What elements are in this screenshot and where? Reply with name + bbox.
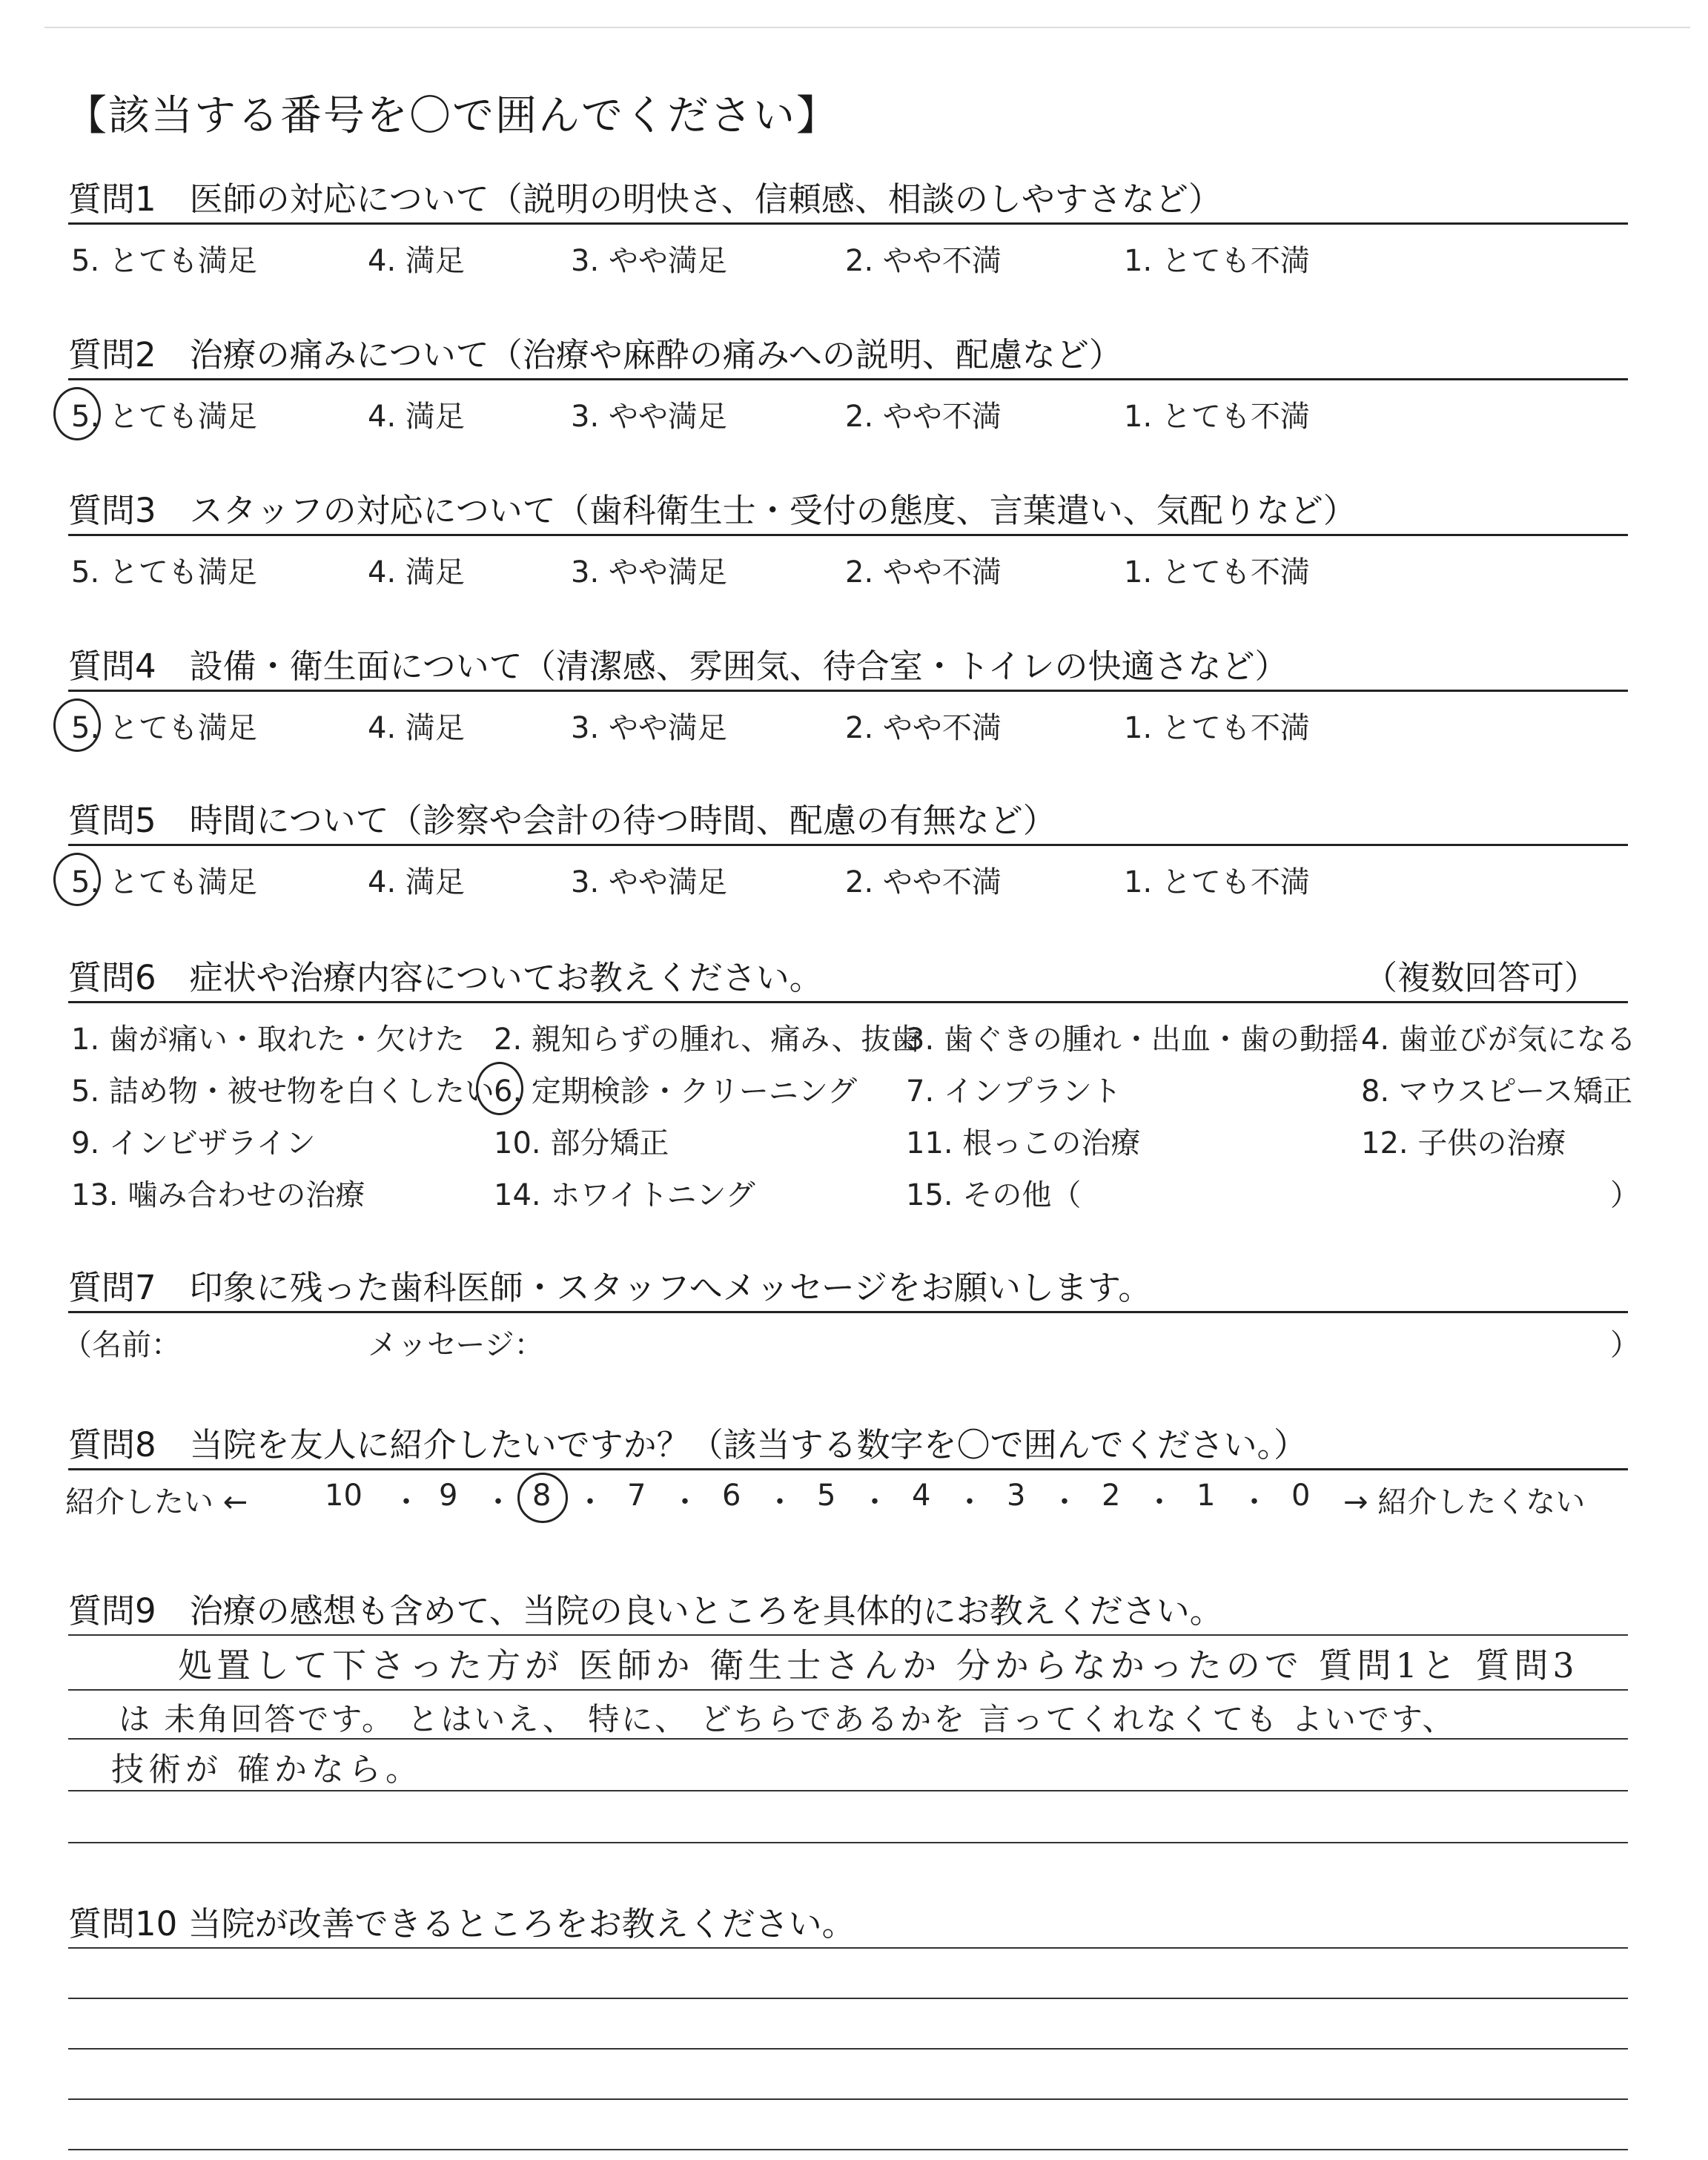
q9-answer-line-3: 技術が 確かなら。 [111,1751,423,1789]
q5-option-5[interactable]: 5. とても満足 [71,865,257,899]
top-edge-line [44,27,1690,28]
q8-right-label: → 紹介したくない [1343,1485,1586,1519]
q5-rule [68,844,1628,846]
q2-option-2[interactable]: 2. やや不満 [845,400,1002,434]
page-heading: 【該当する番号を〇で囲んでください】 [65,92,839,140]
q1-option-5[interactable]: 5. とても満足 [71,244,257,278]
q9-answer-line-1: 処置して下さった方が 医師か 衛生士さんか 分からなかったので 質問1と 質問3 [178,1645,1579,1685]
q8-rule [68,1468,1628,1470]
q5-option-4[interactable]: 4. 満足 [368,865,465,899]
q3-option-3[interactable]: 3. やや満足 [571,555,727,589]
q9-rule-4 [68,1790,1628,1791]
q7-rule [68,1311,1628,1313]
q9-rule-2 [68,1689,1628,1691]
q6-close-paren: ） [1610,1178,1640,1212]
q2-rule [68,378,1628,380]
q4-selected-circle-mark [53,698,101,752]
q1-rule [68,222,1628,225]
q6-item-14[interactable]: 14. ホワイトニング [494,1178,755,1212]
q6-note: （複数回答可） [1364,958,1598,997]
q6-item-5[interactable]: 5. 詰め物・被せ物を白くしたい [71,1074,494,1109]
q6-item-11[interactable]: 11. 根っこの治療 [906,1126,1141,1160]
q8-separator: ・ [1050,1485,1079,1519]
q4-option-5[interactable]: 5. とても満足 [71,711,257,745]
q8-value-10[interactable]: 10 [325,1479,363,1513]
q5-title: 質問5 時間について（診察や会計の待つ時間、配慮の有無など） [68,801,1056,840]
q8-separator: ・ [1239,1485,1269,1519]
q10-rule-1 [68,1947,1628,1949]
q8-value-8[interactable]: 8 [532,1479,552,1513]
q9-answer-line-2: は 未角回答です。 とはいえ、 特に、 どちらであるかを 言ってくれなくても よいです、 [119,1701,1456,1737]
q8-value-6[interactable]: 6 [722,1479,741,1513]
q1-option-4[interactable]: 4. 満足 [368,244,465,278]
q9-rule-5 [68,1842,1628,1843]
q8-value-0[interactable]: 0 [1291,1479,1311,1513]
q6-item-9[interactable]: 9. インビザライン [71,1126,316,1160]
q6-rule [68,1001,1628,1003]
q9-rule-1 [68,1634,1628,1636]
q5-option-1[interactable]: 1. とても不満 [1124,865,1310,899]
q6-title: 質問6 症状や治療内容についてお教えください。 [68,958,823,997]
q4-option-4[interactable]: 4. 満足 [368,711,465,745]
q9-title: 質問9 治療の感想も含めて、当院の良いところを具体的にお教えください。 [68,1591,1223,1631]
q3-option-1[interactable]: 1. とても不満 [1124,555,1310,589]
q7-message-label: メッセージ： [368,1328,544,1362]
q1-option-2[interactable]: 2. やや不満 [845,244,1002,278]
q3-rule [68,534,1628,536]
q3-option-2[interactable]: 2. やや不満 [845,555,1002,589]
q8-value-9[interactable]: 9 [439,1479,458,1513]
q1-title: 質問1 医師の対応について（説明の明快さ、信頼感、相談のしやすさなど） [68,179,1222,219]
q1-option-1[interactable]: 1. とても不満 [1124,244,1310,278]
q7-title: 質問7 印象に残った歯科医師・スタッフへメッセージをお願いします。 [68,1268,1152,1307]
q6-item-4[interactable]: 4. 歯並びが気になる [1361,1023,1636,1057]
q2-option-1[interactable]: 1. とても不満 [1124,400,1310,434]
q8-separator: ・ [860,1485,890,1519]
q6-item-3[interactable]: 3. 歯ぐきの腫れ・出血・歯の動揺 [906,1023,1359,1057]
q8-separator: ・ [670,1485,700,1519]
q2-title: 質問2 治療の痛みについて（治療や麻酔の痛みへの説明、配慮など） [68,335,1122,374]
q8-separator: ・ [955,1485,984,1519]
q6-item-7[interactable]: 7. インプラント [906,1074,1122,1109]
q4-option-3[interactable]: 3. やや満足 [571,711,727,745]
q8-value-3[interactable]: 3 [1007,1479,1026,1513]
q8-value-1[interactable]: 1 [1196,1479,1216,1513]
q3-option-5[interactable]: 5. とても満足 [71,555,257,589]
q8-value-4[interactable]: 4 [912,1479,931,1513]
q4-option-2[interactable]: 2. やや不満 [845,711,1002,745]
q2-option-4[interactable]: 4. 満足 [368,400,465,434]
q7-message-field[interactable] [549,1320,1586,1361]
q6-item-12[interactable]: 12. 子供の治療 [1361,1126,1566,1160]
q6-selected-circle-mark [476,1062,523,1115]
q10-answer-field[interactable] [68,1950,1628,2150]
q8-separator: ・ [575,1485,605,1519]
q7-name-label: （名前： [62,1328,181,1362]
q6-item-6[interactable]: 6. 定期検診・クリーニング [494,1074,858,1109]
q6-item-1[interactable]: 1. 歯が痛い・取れた・欠けた [71,1023,465,1057]
q8-title: 質問8 当院を友人に紹介したいですか？（該当する数字を〇で囲んでください。） [68,1425,1308,1464]
q8-left-label: 紹介したい ← [65,1485,248,1519]
q2-option-3[interactable]: 3. やや満足 [571,400,727,434]
q1-option-3[interactable]: 3. やや満足 [571,244,727,278]
q3-option-4[interactable]: 4. 満足 [368,555,465,589]
q8-separator: ・ [1145,1485,1174,1519]
q8-selected-circle-mark [517,1473,568,1523]
q4-option-1[interactable]: 1. とても不満 [1124,711,1310,745]
q10-title: 質問10 当院が改善できるところをお教えください。 [68,1904,855,1943]
q4-rule [68,690,1628,692]
q4-title: 質問4 設備・衛生面について（清潔感、雰囲気、待合室・トイレの快適さなど） [68,647,1288,686]
q5-option-3[interactable]: 3. やや満足 [571,865,727,899]
q2-option-5[interactable]: 5. とても満足 [71,400,257,434]
q8-value-5[interactable]: 5 [817,1479,836,1513]
q5-selected-circle-mark [53,853,101,906]
q7-close-paren: ） [1610,1328,1640,1362]
q8-value-2[interactable]: 2 [1102,1479,1121,1513]
q8-separator: ・ [765,1485,795,1519]
q6-item-15[interactable]: 15. その他（ [906,1178,1082,1212]
q6-item-2[interactable]: 2. 親知らずの腫れ、痛み、抜歯 [494,1023,921,1057]
q6-item-13[interactable]: 13. 噛み合わせの治療 [71,1178,365,1212]
q8-separator: ・ [391,1485,421,1519]
q8-separator: ・ [483,1485,513,1519]
q5-option-2[interactable]: 2. やや不満 [845,865,1002,899]
q2-selected-circle-mark [53,387,101,440]
q3-title: 質問3 スタッフの対応について（歯科衛生士・受付の態度、言葉遣い、気配りなど） [68,491,1357,530]
q6-item-10[interactable]: 10. 部分矯正 [494,1126,669,1160]
q8-value-7[interactable]: 7 [627,1479,646,1513]
q6-item-8[interactable]: 8. マウスピース矯正 [1361,1074,1633,1109]
